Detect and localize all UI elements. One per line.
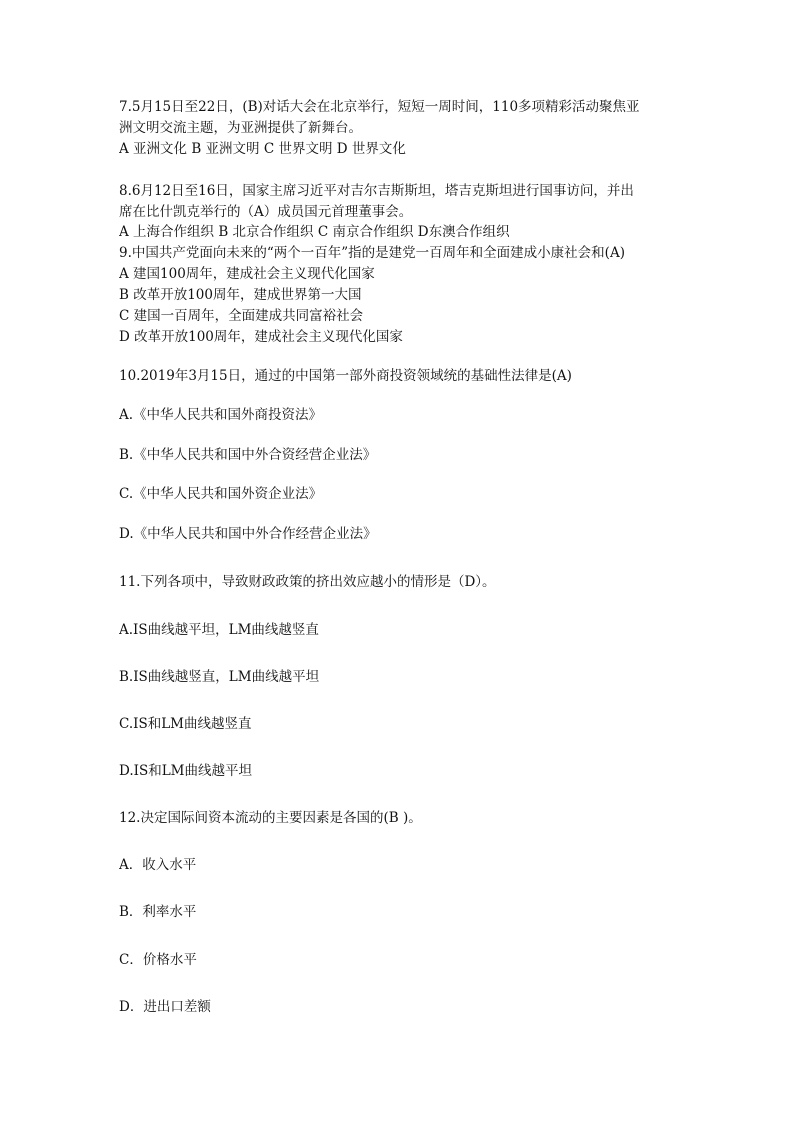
- q10-option-d: D.《中华人民共和国中外合作经营企业法》: [119, 526, 377, 542]
- q8-stem-line-1: 8.6月12日至16日，国家主席习近平对吉尔吉斯斯坦，塔吉克斯坦进行国事访问，并出: [119, 183, 634, 199]
- q7-options: A 亚洲文化 B 亚洲文明 C 世界文明 D 世界文化: [119, 141, 406, 157]
- q9-option-b: B 改革开放100周年，建成世界第一大国: [119, 287, 362, 303]
- q8-stem-line-2: 席在比什凯克举行的（A）成员国元首理董事会。: [119, 204, 413, 220]
- q11-option-c: C.IS和LM曲线越竖直: [119, 716, 252, 732]
- q11-option-d: D.IS和LM曲线越平坦: [119, 763, 253, 779]
- q8-options: A 上海合作组织 B 北京合作组织 C 南京合作组织 D东澳合作组织: [119, 224, 510, 240]
- q9-stem-line-1: 9.中国共产党面向未来的“两个一百年”指的是建党一百周年和全面建成小康社会和(A): [119, 245, 625, 261]
- q10-option-a: A.《中华人民共和国外商投资法》: [119, 407, 323, 423]
- q10-option-b: B.《中华人民共和国中外合资经营企业法》: [119, 447, 377, 463]
- q12-option-a: A．收入水平: [119, 857, 197, 873]
- q10-stem-line-1: 10.2019年3月15日，通过的中国第一部外商投资领域统的基础性法律是(A): [119, 368, 572, 384]
- q9-option-a: A 建国100周年，建成社会主义现代化国家: [119, 266, 375, 282]
- q9-option-c: C 建国一百周年，全面建成共同富裕社会: [119, 308, 364, 324]
- q7-stem-line-2: 洲文明交流主题，为亚洲提供了新舞台。: [119, 120, 362, 136]
- q11-option-a: A.IS曲线越平坦，LM曲线越竖直: [119, 622, 319, 638]
- q7-stem-line-1: 7.5月15日至22日，(B)对话大会在北京举行，短短一周时间，110多项精彩活动聚焦亚: [119, 99, 640, 115]
- q11-stem-line-1: 11.下列各项中，导致财政政策的挤出效应越小的情形是（D）。: [119, 574, 496, 590]
- q9-option-d: D 改革开放100周年，建成社会主义现代化国家: [119, 329, 403, 345]
- q12-option-d: D．进出口差额: [119, 999, 211, 1015]
- q12-stem-line-1: 12.决定国际间资本流动的主要因素是各国的(B )。: [119, 810, 422, 826]
- q11-option-b: B.IS曲线越竖直，LM曲线越平坦: [119, 669, 320, 685]
- q12-option-c: C．价格水平: [119, 952, 197, 968]
- q10-option-c: C.《中华人民共和国外资企业法》: [119, 486, 323, 502]
- q12-option-b: B．利率水平: [119, 904, 197, 920]
